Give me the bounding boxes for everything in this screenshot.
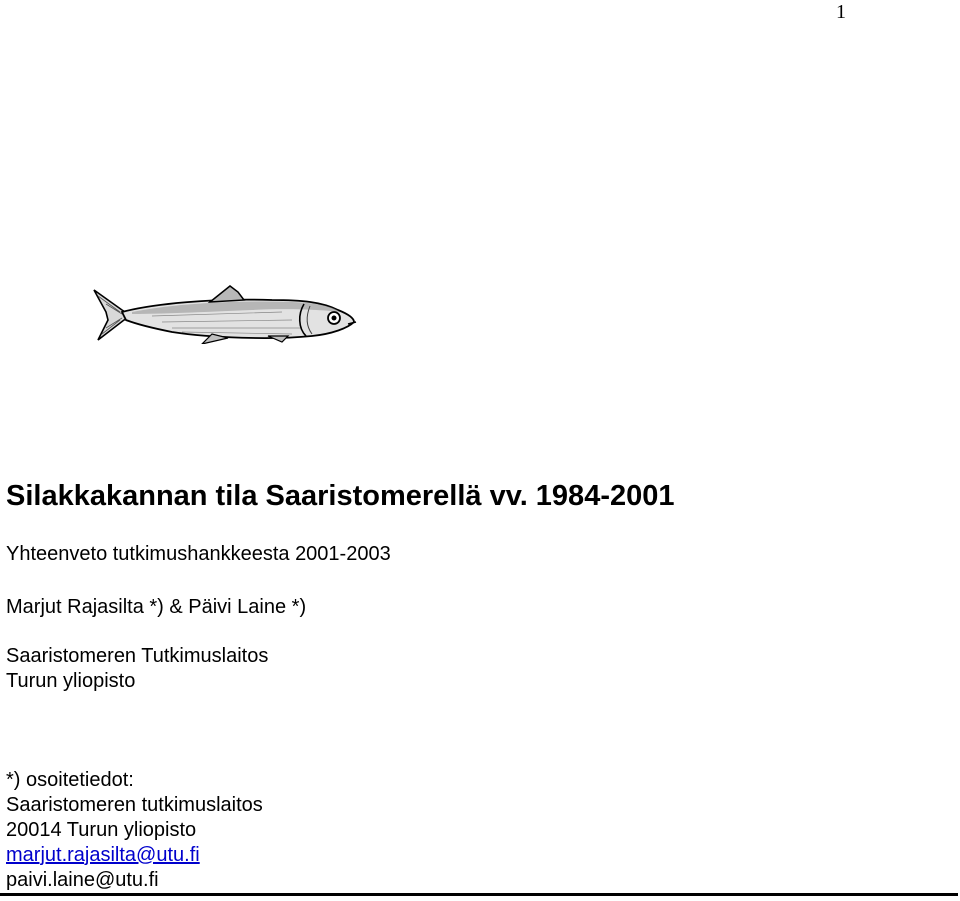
page-number: 1 — [836, 1, 846, 23]
document-subtitle: Yhteenveto tutkimushankkeesta 2001-2003 — [6, 543, 391, 565]
email-laine: paivi.laine@utu.fi — [6, 869, 159, 891]
herring-fish-icon — [92, 282, 358, 344]
contact-block — [6, 768, 263, 893]
contact-postal: 20014 Turun yliopisto — [6, 819, 197, 841]
email-link-rajasilta[interactable]: marjut.rajasilta@utu.fi — [6, 844, 200, 866]
affiliation — [6, 644, 268, 694]
contact-heading: *) osoitetiedot: — [6, 769, 134, 791]
affiliation-university: Turun yliopisto — [6, 670, 136, 692]
affiliation-institute: Saaristomeren Tutkimuslaitos — [6, 645, 269, 667]
bottom-divider — [0, 893, 958, 896]
authors: Marjut Rajasilta *) & Päivi Laine *) — [6, 596, 307, 618]
contact-institute: Saaristomeren tutkimuslaitos — [6, 794, 263, 816]
document-title: Silakkakannan tila Saaristomerellä vv. 1984-2001 — [6, 480, 675, 512]
